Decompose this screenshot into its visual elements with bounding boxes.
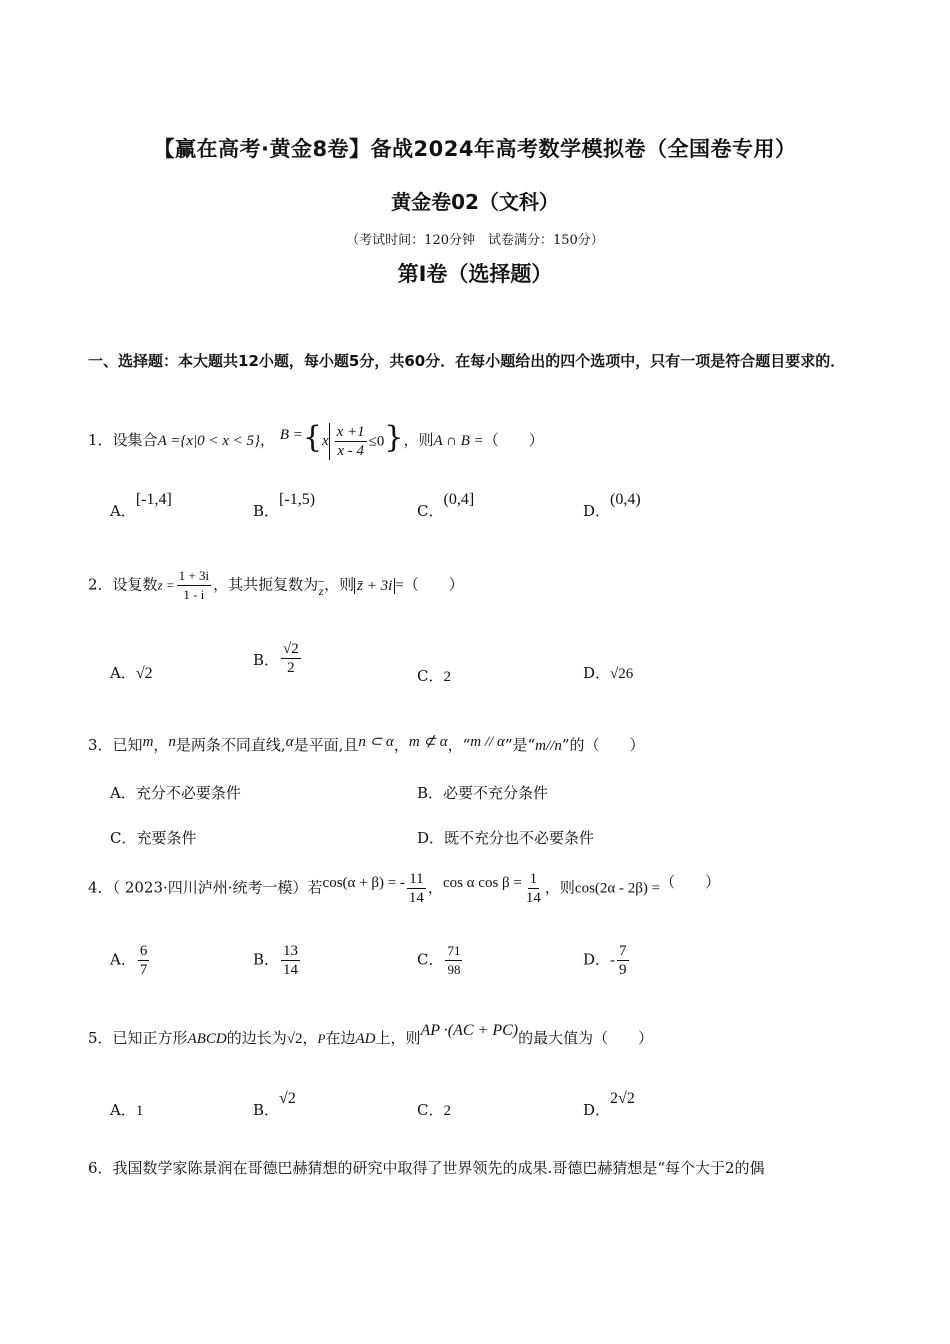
question-text: ， bbox=[260, 431, 276, 449]
fraction-numerator: 6 bbox=[139, 943, 148, 959]
question-number: 2． bbox=[88, 575, 113, 594]
question-text: ，则 bbox=[544, 878, 575, 897]
question-number: 6． bbox=[88, 1159, 113, 1177]
intersection-expr: A ∩ B = bbox=[433, 433, 484, 449]
option-label: D． bbox=[583, 1101, 611, 1119]
modulus-expr: z̄ + 3i bbox=[354, 578, 395, 594]
var-alpha: α bbox=[285, 734, 294, 750]
answer-blank: （ ） bbox=[660, 872, 721, 891]
question-1 bbox=[88, 418, 544, 460]
option-3-a bbox=[110, 782, 241, 803]
option-label: C． bbox=[417, 667, 444, 685]
option-value: √2 bbox=[135, 665, 153, 682]
option-5-a bbox=[110, 1099, 143, 1120]
option-value: 既不充分也不必要条件 bbox=[444, 829, 595, 847]
option-label: B． bbox=[253, 502, 280, 520]
option-label: A． bbox=[110, 664, 136, 682]
fraction-numerator: 1 bbox=[529, 871, 538, 887]
question-text: ，则 bbox=[403, 431, 434, 449]
option-value: 充要条件 bbox=[136, 829, 197, 847]
relation-m-parallel-alpha: m // α bbox=[470, 734, 505, 750]
relation-m-notin-alpha: m ⊄ α bbox=[408, 734, 448, 750]
set-b-condition bbox=[329, 423, 385, 460]
fraction-denominator: 14 bbox=[283, 962, 299, 978]
fraction-denominator: 2 bbox=[287, 660, 295, 676]
fraction-denominator: 98 bbox=[447, 962, 461, 977]
question-number: 3． bbox=[88, 736, 113, 754]
paper-title: 【赢在高考·黄金8卷】备战2024年高考数学模拟卷（全国卷专用） bbox=[153, 137, 797, 161]
option-4-a bbox=[110, 942, 151, 979]
question-text: 已知正方形 bbox=[112, 1029, 188, 1047]
option-1-c bbox=[417, 491, 475, 521]
option-4-c bbox=[417, 942, 464, 979]
exam-info: （考试时间：120分钟 试卷满分：150分） bbox=[346, 233, 604, 248]
fraction-numerator: x +1 bbox=[336, 423, 365, 440]
set-b-var: x bbox=[321, 433, 329, 449]
fraction-denominator: 14 bbox=[525, 890, 541, 906]
option-value: 必要不充分条件 bbox=[443, 784, 549, 802]
cos-product-expr: cos α cos β = bbox=[442, 874, 522, 891]
option-value: [-1,4] bbox=[135, 491, 172, 508]
question-text: 上，则 bbox=[375, 1029, 421, 1047]
option-value: [-1,5) bbox=[279, 491, 316, 508]
question-text: ， bbox=[153, 736, 169, 754]
question-text: 我国数学家陈景润在哥德巴赫猜想的研究中取得了世界领先的成果.哥德巴赫猜想是“每个大于2的偶 bbox=[112, 1159, 765, 1177]
edge-ad: AD bbox=[355, 1031, 376, 1047]
option-2-b bbox=[253, 640, 303, 677]
question-text: ，“ bbox=[447, 736, 471, 754]
option-4-d bbox=[583, 942, 631, 979]
option-label: B． bbox=[417, 784, 444, 802]
option-1-a bbox=[110, 491, 172, 521]
question-text: 已知 bbox=[112, 736, 143, 754]
brace-close: } bbox=[384, 420, 404, 455]
question-number: 5． bbox=[88, 1029, 113, 1047]
option-label: B． bbox=[253, 650, 280, 669]
fraction-denominator: 7 bbox=[139, 962, 148, 978]
question-3 bbox=[88, 734, 645, 755]
option-value: √26 bbox=[610, 666, 634, 682]
option-label: C． bbox=[110, 829, 137, 847]
fraction-numerator: 7 bbox=[619, 943, 627, 959]
fraction-numerator: 13 bbox=[283, 943, 299, 959]
fraction-numerator: 71 bbox=[445, 942, 462, 961]
option-label: A． bbox=[110, 950, 136, 969]
option-label: C． bbox=[417, 1101, 444, 1119]
question-2 bbox=[88, 567, 464, 604]
set-b-rhs: ≤0 bbox=[368, 433, 385, 449]
question-text: ， bbox=[393, 736, 409, 754]
option-label: B． bbox=[253, 1101, 280, 1119]
fraction-denominator: x - 4 bbox=[337, 442, 364, 459]
option-label: C． bbox=[417, 950, 444, 969]
option-2-d bbox=[583, 662, 633, 683]
option-label: A． bbox=[110, 502, 136, 520]
question-source: （ 2023·四川泸州·统考一模）若 bbox=[112, 878, 323, 897]
question-6 bbox=[88, 1157, 765, 1178]
set-b-lhs: B = bbox=[279, 427, 303, 443]
option-sign: - bbox=[610, 952, 616, 969]
question-text: 是平面,且 bbox=[293, 736, 359, 754]
option-value: 2√2 bbox=[610, 1090, 635, 1107]
fraction-numerator: √2 bbox=[283, 641, 299, 657]
cos-target-expr: cos(2α - 2β) = bbox=[574, 880, 661, 897]
option-label: B． bbox=[253, 950, 280, 969]
option-3-d bbox=[417, 827, 594, 848]
z-lhs: z = bbox=[157, 577, 175, 593]
z-conjugate: – z bbox=[318, 572, 325, 598]
option-value: 充分不必要条件 bbox=[135, 784, 241, 802]
question-text: ，则 bbox=[324, 575, 355, 594]
cos-sum-expr: cos(α + β) = - bbox=[322, 874, 405, 891]
section-instructions: 一、选择题：本大题共12小题，每小题5分，共60分．在每小题给出的四个选项中，只有一项是符合题目要求的． bbox=[88, 352, 846, 370]
option-2-c bbox=[417, 665, 451, 686]
option-1-d bbox=[583, 491, 641, 521]
answer-blank: （ ） bbox=[483, 431, 544, 449]
option-1-b bbox=[253, 491, 316, 521]
fraction-denominator: 14 bbox=[408, 890, 424, 906]
var-m: m bbox=[142, 734, 154, 750]
var-n: n bbox=[168, 734, 176, 750]
answer-blank: （ ） bbox=[403, 575, 464, 594]
question-text: 设集合 bbox=[112, 431, 158, 449]
question-text: 是两条不同直线, bbox=[175, 736, 286, 754]
question-text: ”的（ ） bbox=[561, 736, 645, 754]
option-label: D． bbox=[583, 664, 611, 682]
fraction-denominator: 9 bbox=[619, 962, 627, 978]
question-text: ”是“ bbox=[504, 736, 536, 754]
option-label: D． bbox=[417, 829, 445, 847]
question-text: 的边长为 bbox=[226, 1029, 287, 1047]
fraction-numerator: 1 + 3i bbox=[177, 567, 211, 586]
option-3-b bbox=[417, 782, 548, 803]
question-text: 的最大值为（ ） bbox=[518, 1029, 654, 1047]
option-5-d bbox=[583, 1090, 635, 1120]
option-label: D． bbox=[583, 950, 611, 969]
option-value: (0,4) bbox=[610, 491, 641, 508]
brace-open: { bbox=[302, 420, 322, 455]
option-3-c bbox=[110, 827, 197, 848]
side-length: √2 bbox=[286, 1031, 303, 1047]
option-value: 2 bbox=[443, 669, 451, 685]
option-value: √2 bbox=[279, 1090, 296, 1107]
volume-heading: 第I卷（选择题） bbox=[397, 262, 553, 286]
option-5-c bbox=[417, 1099, 451, 1120]
question-number: 1． bbox=[88, 431, 113, 449]
option-2-a bbox=[110, 662, 153, 683]
set-a: A ={x|0 < x < 5} bbox=[157, 433, 261, 449]
option-label: D． bbox=[583, 502, 611, 520]
paper-subtitle: 黄金卷02（文科） bbox=[391, 190, 559, 214]
square-abcd: ABCD bbox=[187, 1031, 227, 1047]
option-label: C． bbox=[417, 502, 444, 520]
equals: = bbox=[395, 577, 404, 594]
question-text: 在边 bbox=[325, 1029, 356, 1047]
question-text: ， bbox=[302, 1029, 318, 1047]
option-label: A． bbox=[110, 1101, 136, 1119]
fraction-denominator: 1 - i bbox=[183, 587, 205, 602]
option-value: 1 bbox=[135, 1103, 144, 1119]
point-p: P bbox=[317, 1031, 326, 1046]
option-4-b bbox=[253, 942, 302, 979]
question-number: 4． bbox=[88, 878, 113, 897]
option-value: 2 bbox=[443, 1103, 451, 1119]
fraction-numerator: 11 bbox=[409, 871, 424, 887]
relation-m-parallel-n: m//n bbox=[535, 738, 562, 754]
option-5-b bbox=[253, 1090, 296, 1120]
z-conjugate-var: z bbox=[318, 583, 324, 598]
question-text: ， bbox=[427, 878, 443, 897]
option-value: (0,4] bbox=[443, 491, 475, 508]
question-5 bbox=[88, 1022, 654, 1048]
dot-product-expr: AP ·(AC + PC) bbox=[420, 1022, 519, 1039]
question-text: ，其共扼复数为 bbox=[213, 575, 319, 594]
option-label: A． bbox=[110, 784, 136, 802]
question-4 bbox=[88, 870, 720, 907]
question-text: 设复数 bbox=[112, 575, 158, 594]
relation-n-in-alpha: n ⊂ α bbox=[358, 734, 394, 750]
